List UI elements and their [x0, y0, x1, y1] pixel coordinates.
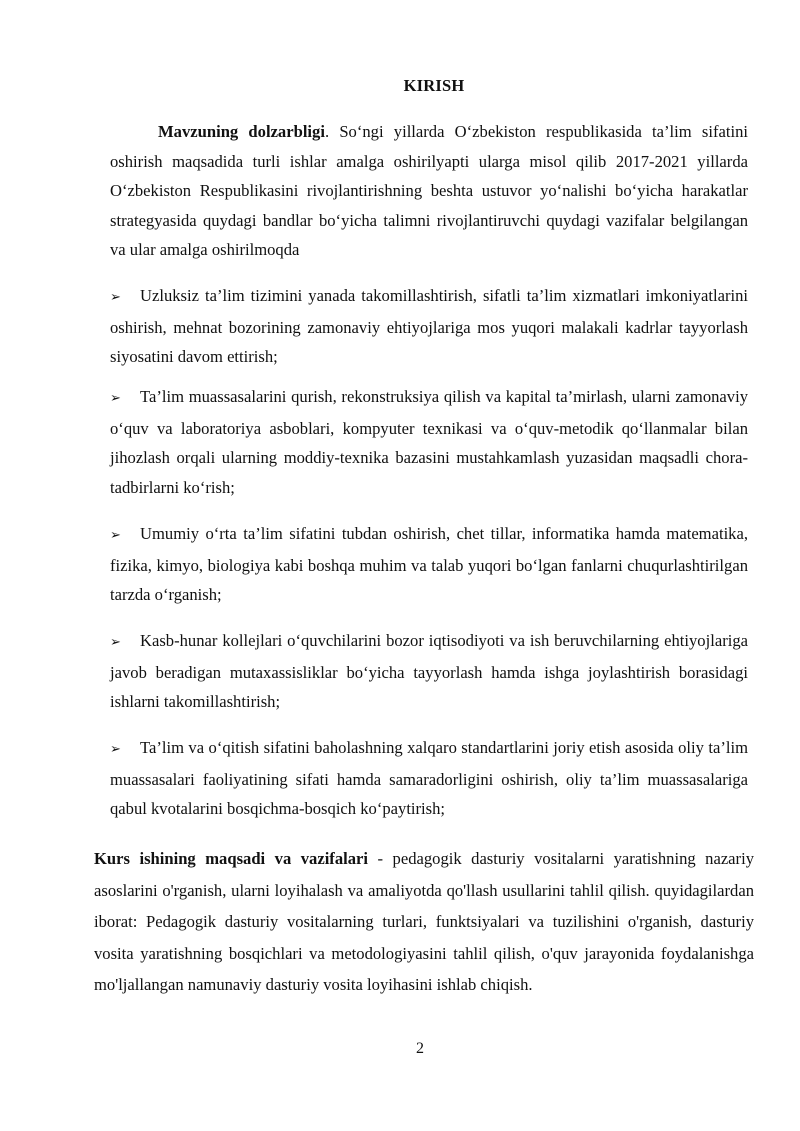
bullet-text: Kasb-hunar kollejlari o‘quvchilarini bozor iqtisodiyoti va ish beruvchilarning ehtiyojlariga javob beradigan mutaxassisliklar bo‘yicha tayyorlash hamda ishga joylashtirish borasidagi ishlarni takomillashtirish;	[110, 631, 748, 711]
bullet-text: Uzluksiz ta’lim tizimini yanada takomillashtirish, sifatli ta’lim xizmatlari imkoniyatlarini oshirish, mehnat bozorining zamonaviy ehtiyojlariga mos yuqori malakali kadrlar tayyorlash siyosatini davom ettirish;	[110, 286, 748, 366]
bullet-text: Ta’lim va o‘qitish sifatini baholashning xalqaro standartlarini joriy etish asosida oliy ta’lim muassasalari faoliyatining sifati hamda samaradorligini oshirish, oliy ta’lim muassasalariga qabul kvotalarini bosqichma-bosqich ko‘paytirish;	[110, 738, 748, 818]
bullet-item-5	[110, 733, 748, 824]
goal-paragraph	[94, 843, 754, 1001]
arrow-bullet-icon: ➢	[110, 742, 121, 757]
page-number: 2	[416, 1040, 424, 1057]
bullet-item-3	[110, 519, 748, 610]
bullet-item-1	[110, 281, 748, 372]
arrow-bullet-icon: ➢	[110, 391, 121, 406]
intro-lead: Mavzuning dolzarbligi	[158, 122, 325, 141]
bullet-text: Umumiy o‘rta ta’lim sifatini tubdan oshirish, chet tillar, informatika hamda matematika, fizika, kimyo, biologiya kabi boshqa muhim va talab yuqori bo‘lgan fanlarni chuqurlashtirilgan tarzda o‘rganish;	[110, 524, 748, 604]
bullet-item-2	[110, 382, 748, 502]
bullet-item-4	[110, 626, 748, 717]
arrow-bullet-icon: ➢	[110, 635, 121, 650]
arrow-bullet-icon: ➢	[110, 290, 121, 305]
intro-text: . So‘ngi yillarda O‘zbekiston respublikasida ta’lim sifatini oshirish maqsadida turli ishlar amalga oshirilyapti ularga misol qilib 2017-2021 yillarda O‘zbekiston Respublikasini rivojlantirishning beshta ustuvor yo‘nalishi bo‘yicha harakatlar strategyasida quydagi bandlar bo‘yicha talimni rivojlantiruvchi quydagi vazifalar belgilangan va ular amalga oshirilmoqda	[110, 122, 748, 259]
bullet-text: Ta’lim muassasalarini qurish, rekonstruksiya qilish va kapital ta’mirlash, ularni zamonaviy o‘quv va laboratoriya asboblari, kompyuter texnikasi va o‘quv-metodik qo‘llanmalar bilan jihozlash orqali ularning moddiy-texnika bazasini mustahkamlash yuzasidan maqsadli chora-tadbirlarni ko‘rish;	[110, 387, 748, 497]
page-heading: KIRISH	[403, 76, 465, 95]
intro-paragraph	[110, 117, 748, 265]
goal-text: - pedagogik dasturiy vositalarni yaratishning nazariy asoslarini o'rganish, ularni loyihalash va amaliyotda qo'llash usullarini tahlil qilish. quyidagilardan iborat: Pedagogik dasturiy vositalarning turlari, funktsiyalari va tuzilishini o'rganish, dasturiy vosita yaratishning bosqichlari va metodologiyasini tahlil qilish, o'quv jarayonida foydalanishga mo'ljallangan namunaviy dasturiy vosita loyihasini ishlab chiqish.	[94, 849, 754, 994]
goal-lead: Kurs ishining maqsadi va vazifalari	[94, 849, 369, 868]
arrow-bullet-icon: ➢	[110, 528, 121, 543]
